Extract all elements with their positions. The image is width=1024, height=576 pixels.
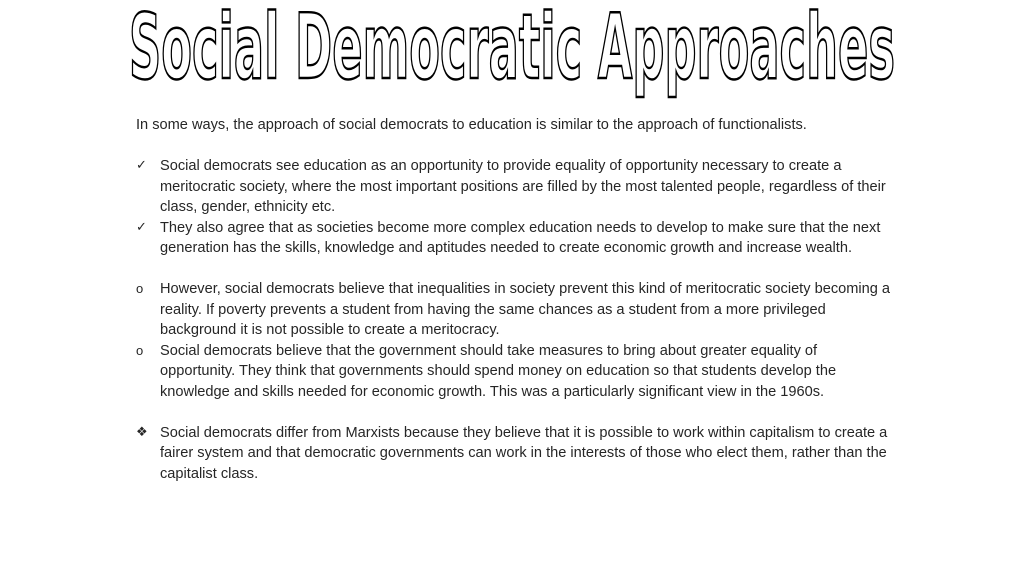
list-item-text: Social democrats see education as an opportunity to provide equality of opportunity necessary to create a meritocratic society, where the most important positions are filled by the most talented people, regardless of their class, gender, ethnicity etc. [160,158,886,215]
slide-body [136,115,896,484]
list-item-text: However, social democrats believe that inequalities in society prevent this kind of meritocratic society becoming a reality. If poverty prevents a student from having the same chances as a student from a more privileged background it is not possible to create a meritocracy. [160,281,891,338]
list-item [136,218,896,259]
list-item-text: Social democrats believe that the government should take measures to bring about greater equality of opportunity. They think that governments should spend money on education so that students develop the knowledge and skills needed for economic growth. This was a particularly significant view in the 1960s. [160,342,837,400]
page-title: Social Democratic Approaches [128,0,895,100]
list-item [136,423,896,485]
spacer [136,402,896,423]
intro-paragraph: In some ways, the approach of social democrats to education is similar to the approach of functionalists. [136,117,807,133]
checkmark-icon: ✓ [136,158,147,173]
list-item-text: They also agree that as societies become more complex education needs to develop to make sure that the next generation has the skills, knowledge and aptitudes needed to create economic growth and increase wealth. [160,219,881,256]
bullet-group-circle [136,279,896,402]
title-wordart [0,0,1024,108]
hollow-circle-icon: o [136,342,144,358]
spacer [136,136,896,157]
list-item [136,156,896,218]
checkmark-icon: ✓ [136,219,147,235]
spacer [136,259,896,280]
list-item [136,279,896,341]
list-item [136,341,896,403]
bullet-group-checkmark [136,156,896,259]
bullet-group-diamond [136,423,896,485]
four-diamond-icon: ❖ [136,424,148,440]
title-area [0,0,1024,108]
list-item-text: Social democrats differ from Marxists because they believe that it is possible to work within capitalism to create a fairer system and that democratic governments can work in the interests of those who elect them, rather than the capitalist class. [160,424,888,482]
hollow-circle-icon: o [136,281,144,296]
